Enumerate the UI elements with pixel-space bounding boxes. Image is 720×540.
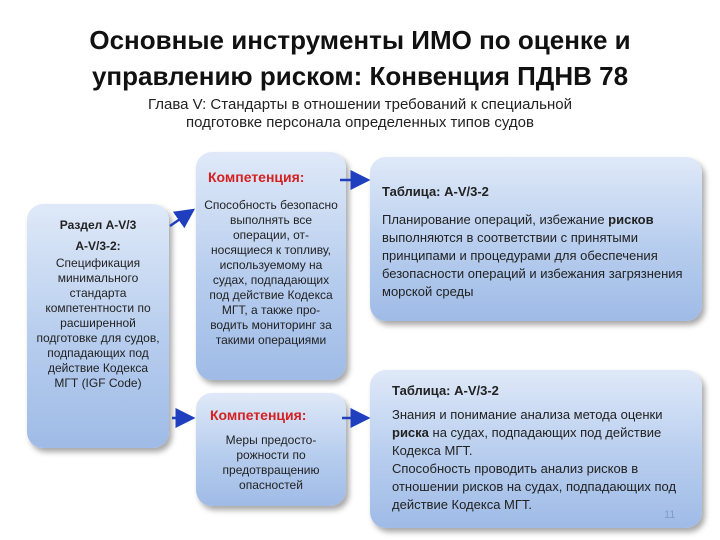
arrow-section-to-competence-1 (170, 210, 193, 226)
table-box-1 (370, 157, 702, 321)
table-box-2 (370, 370, 702, 528)
competence-body-1: Способность безопасно выполнять все операции, от-носящиеся к топливу, используемому на судах, подпадающих под действие Кодекса МГТ, а также про-водить мониторинг за такими операциями (204, 198, 338, 347)
slide-title-line1: Основные инструменты ИМО по оценке и (89, 25, 631, 55)
table-body-2-para2: Способность проводить анализ рисков в отношении рисков на судах, подпадающих под действие Кодекса МГТ. (392, 461, 677, 512)
table-body-2-text-a: Знания и понимание анализа метода оценки (392, 407, 663, 422)
table-body-1-bold: рисков (608, 212, 654, 227)
section-heading: Раздел A-V/3 (59, 218, 137, 232)
table-body-2-bold: риска (392, 425, 429, 440)
section-box (27, 204, 169, 448)
table-body-2-para1 (392, 406, 692, 460)
table-body-1 (382, 211, 692, 301)
competence-body-2: Меры предосто-рожности по предотвращению опасностей (222, 433, 320, 492)
slide-subtitle (40, 96, 680, 132)
section-subheading: A-V/3-2: (75, 239, 121, 253)
table-body-2-text-b: на судах, подпадающих под действие Кодекса МГТ. (392, 425, 662, 458)
page-number: 11 (664, 509, 676, 521)
competence-heading-2: Компетенция: (210, 407, 307, 423)
table-body-1-text-a: Планирование операций, избежание (382, 212, 609, 227)
slide-subtitle-line2: подготовке персонала определенных типов судов (186, 114, 534, 131)
competence-heading-1: Компетенция: (208, 169, 305, 185)
competence-box-2 (196, 393, 346, 506)
section-body: Спецификация минимального стандарта компетентности по расширенной подготовке для судов, подпадающих под действие Кодекса МГТ (IGF Code) (36, 256, 160, 390)
table-heading-1: Таблица: A-V/3-2 (382, 184, 489, 199)
slide-title (20, 22, 700, 94)
slide-title-line2: управлению риском: Конвенция ПДНВ 78 (91, 61, 629, 91)
slide-subtitle-line1: Глава V: Стандарты в отношении требований к специальной (147, 96, 573, 113)
table-heading-2: Таблица: A-V/3-2 (392, 383, 499, 398)
competence-box-1 (196, 152, 346, 380)
table-body-1-text-b: выполняются в соответствии с принятыми принципами и процедурами для обеспечения безопасности операций и избежания загрязнения морской среды (382, 230, 683, 299)
